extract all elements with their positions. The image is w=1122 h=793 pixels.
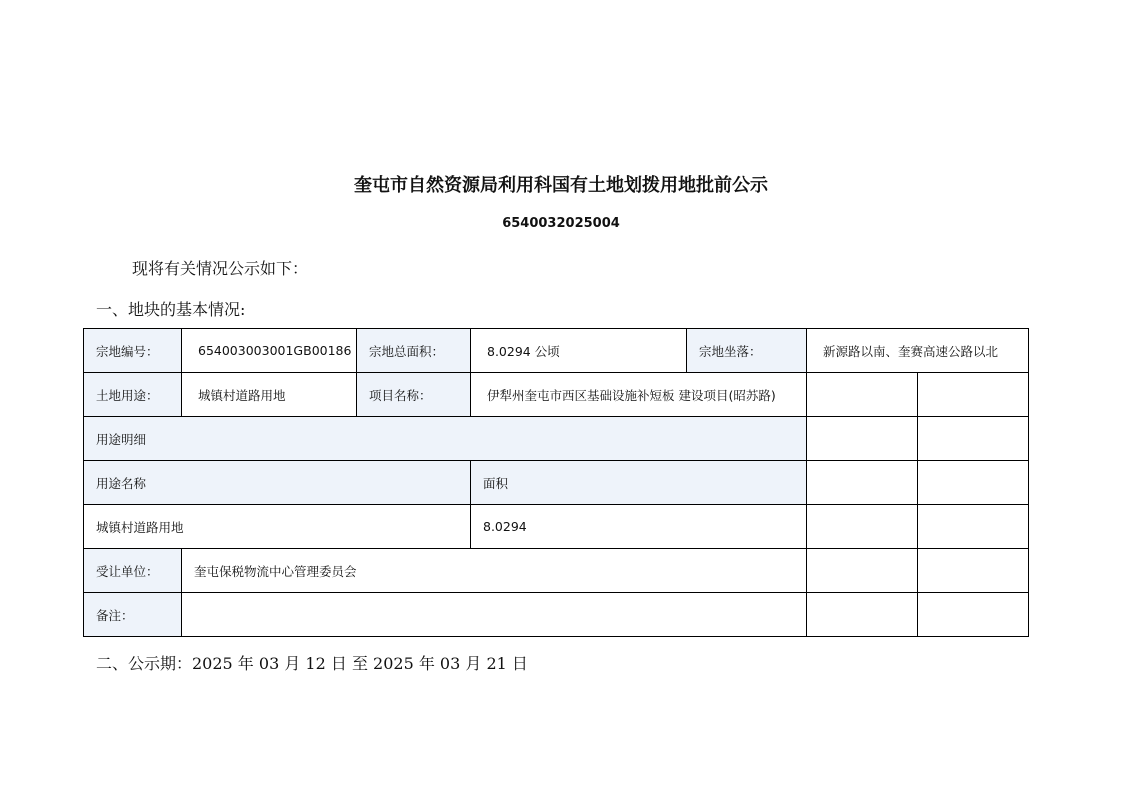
use-name-value: 城镇村道路用地 <box>84 505 471 549</box>
transferee-value: 奎屯保税物流中心管理委员会 <box>182 549 807 593</box>
area-value: 8.0294 <box>471 505 807 549</box>
empty-cell <box>918 461 1029 505</box>
empty-cell <box>807 373 918 417</box>
total-area-value: 8.0294 公顷 <box>471 329 687 373</box>
table-row <box>84 593 1029 637</box>
empty-cell <box>807 461 918 505</box>
empty-cell <box>918 549 1029 593</box>
publicity-period: 二、公示期：2025 年 03 月 12 日 至 2025 年 03 月 21 日 <box>96 654 528 673</box>
table-row <box>84 329 1029 373</box>
intro-text: 现将有关情况公示如下： <box>132 259 309 278</box>
remarks-value <box>182 593 807 637</box>
empty-cell <box>807 417 918 461</box>
table-row <box>84 373 1029 417</box>
location-label: 宗地坐落： <box>687 329 807 373</box>
land-use-label: 土地用途： <box>84 373 182 417</box>
empty-cell <box>918 505 1029 549</box>
land-use-value: 城镇村道路用地 <box>182 373 357 417</box>
notice-title: 奎屯市自然资源局利用科国有土地划拨用地批前公示 <box>354 175 768 196</box>
table-row <box>84 417 1029 461</box>
empty-cell <box>807 505 918 549</box>
parcel-info-table <box>83 328 1029 637</box>
location-value: 新源路以南、奎赛高速公路以北 <box>807 329 1029 373</box>
total-area-label: 宗地总面积： <box>357 329 471 373</box>
section1-heading: 一、地块的基本情况: <box>96 300 246 319</box>
empty-cell <box>918 373 1029 417</box>
parcel-no-value: 654003003001GB00186 <box>182 329 357 373</box>
use-name-header: 用途名称 <box>84 461 471 505</box>
table-row <box>84 461 1029 505</box>
transferee-label: 受让单位： <box>84 549 182 593</box>
project-name-label: 项目名称： <box>357 373 471 417</box>
area-header: 面积 <box>471 461 807 505</box>
document-number: 6540032025004 <box>502 216 620 231</box>
empty-cell <box>807 549 918 593</box>
remarks-label: 备注： <box>84 593 182 637</box>
empty-cell <box>807 593 918 637</box>
empty-cell <box>918 417 1029 461</box>
use-detail-label: 用途明细 <box>84 417 807 461</box>
table-row <box>84 505 1029 549</box>
parcel-no-label: 宗地编号： <box>84 329 182 373</box>
empty-cell <box>918 593 1029 637</box>
table-row <box>84 549 1029 593</box>
project-name-value: 伊犁州奎屯市西区基础设施补短板 建设项目(昭苏路) <box>471 373 807 417</box>
